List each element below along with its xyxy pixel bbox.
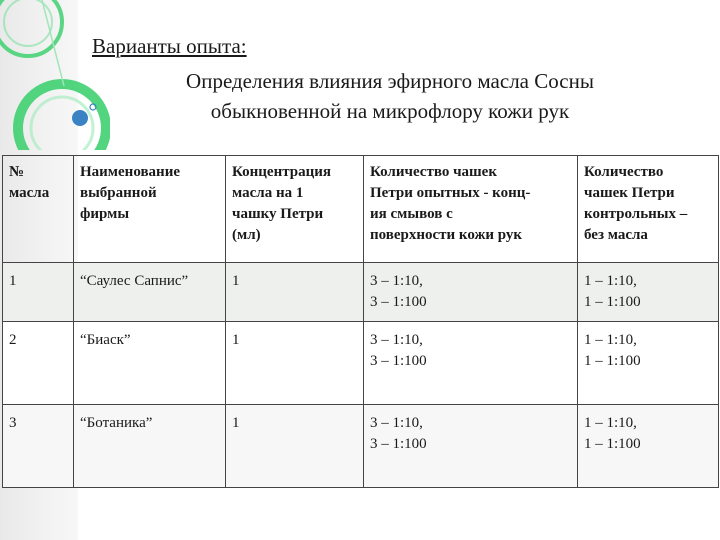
experiment-table <box>2 155 719 488</box>
slide-heading: Варианты опыта: <box>92 34 247 58</box>
cell-experimental: 3 – 1:10, 3 – 1:100 <box>364 322 578 405</box>
header-cell-number: № масла <box>3 156 74 263</box>
table-row <box>3 405 719 488</box>
cell-firm: “Биаск” <box>74 322 226 405</box>
cell-control: 1 – 1:10, 1 – 1:100 <box>578 263 719 322</box>
header-cell-concentration: Концентрация масла на 1 чашку Петри (мл) <box>226 156 364 263</box>
cell-concentration: 1 <box>226 322 364 405</box>
green-ring-large <box>18 84 106 150</box>
cell-number: 3 <box>3 405 74 488</box>
cell-number: 1 <box>3 263 74 322</box>
cell-firm: “Ботаника” <box>74 405 226 488</box>
cell-number: 2 <box>3 322 74 405</box>
table-row <box>3 263 719 322</box>
header-cell-firm: Наименование выбранной фирмы <box>74 156 226 263</box>
slide-title <box>110 66 670 126</box>
cell-concentration: 1 <box>226 405 364 488</box>
title-line-2: обыкновенной на микрофлору кожи рук <box>210 99 570 123</box>
header-cell-experimental: Количество чашек Петри опытных - конц- ия смывов с поверхности кожи рук <box>364 156 578 263</box>
table-row <box>3 322 719 405</box>
circle-decoration <box>0 0 110 150</box>
cell-firm: “Саулес Сапнис” <box>74 263 226 322</box>
cell-control: 1 – 1:10, 1 – 1:100 <box>578 322 719 405</box>
cell-experimental: 3 – 1:10, 3 – 1:100 <box>364 263 578 322</box>
cell-experimental: 3 – 1:10, 3 – 1:100 <box>364 405 578 488</box>
cell-control: 1 – 1:10, 1 – 1:100 <box>578 405 719 488</box>
header-cell-control: Количество чашек Петри контрольных – без масла <box>578 156 719 263</box>
title-line-1: Определения влияния эфирного масла Сосны <box>186 69 594 93</box>
blue-dot <box>72 110 88 126</box>
table-header-row <box>3 156 719 263</box>
cell-concentration: 1 <box>226 263 364 322</box>
green-ring-top <box>0 0 62 56</box>
